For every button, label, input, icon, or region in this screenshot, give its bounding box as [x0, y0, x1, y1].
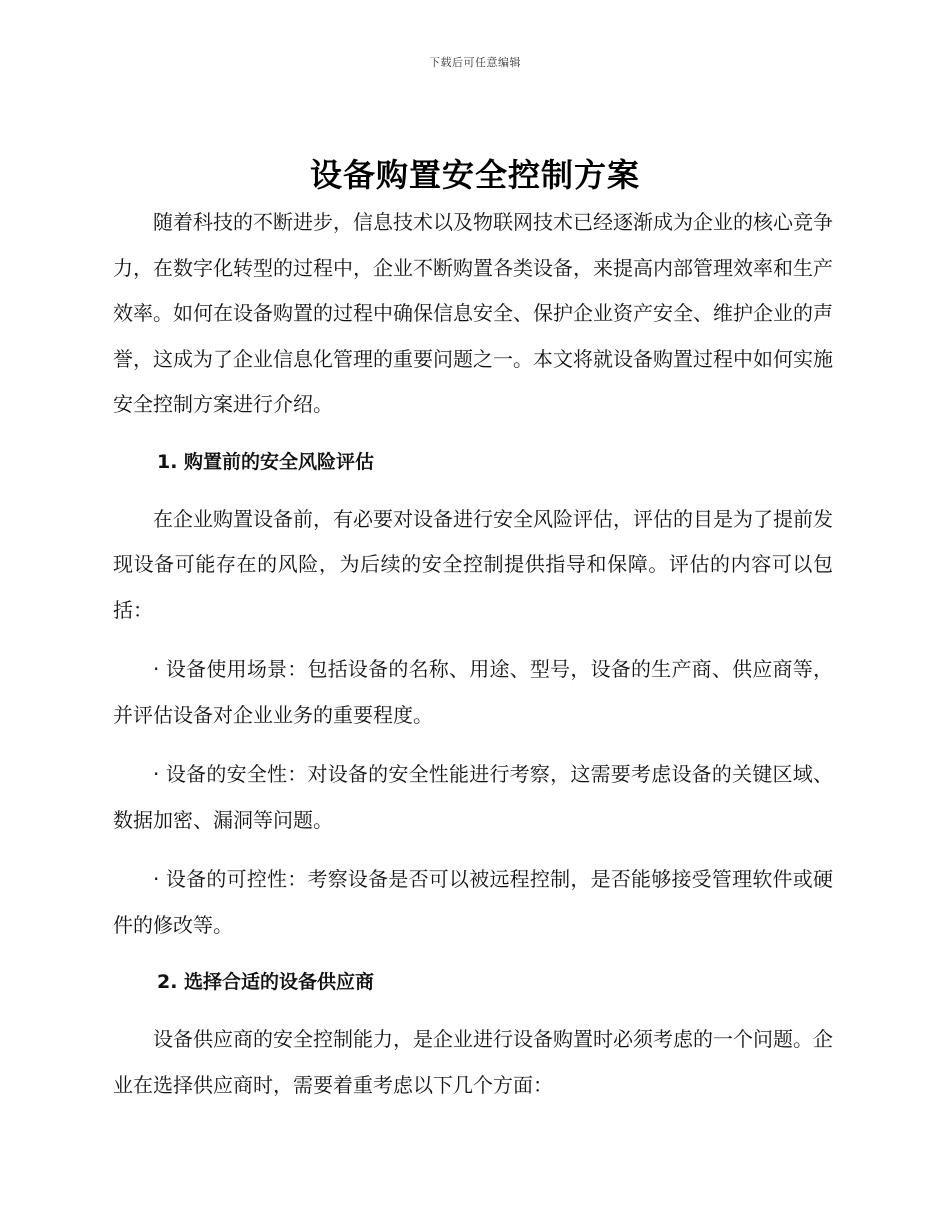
spacer — [113, 948, 833, 960]
section-1-heading: 1. 购置前的安全风险评估 — [157, 450, 375, 473]
spacer — [113, 1005, 833, 1017]
document-body — [113, 200, 833, 1108]
bullet-item-security: · 设备的安全性：对设备的安全性能进行考察，这需要考虑设备的关键区域、数据加密、漏洞等问题。 — [113, 762, 833, 832]
spacer — [113, 843, 833, 857]
spacer — [113, 633, 833, 647]
bullet-item-usage-scenario: · 设备使用场景：包括设备的名称、用途、型号，设备的生产商、供应商等，并评估设备对企业业务的重要程度。 — [113, 657, 833, 727]
spacer — [113, 738, 833, 752]
header-note: 下载后可任意编辑 — [429, 56, 521, 69]
intro-paragraph: 随着科技的不断进步，信息技术以及物联网技术已经逐渐成为企业的核心竞争力，在数字化转型的过程中，企业不断购置各类设备，来提高内部管理效率和生产效率。如何在设备购置的过程中确保信息安全、保护企业资产安全、维护企业的声誉，这成为了企业信息化管理的重要问题之一。本文将就设备购置过程中如何实施安全控制方案进行介绍。 — [113, 210, 833, 416]
document-title: 设备购置安全控制方案 — [309, 156, 640, 194]
section-2-paragraph: 设备供应商的安全控制能力，是企业进行设备购置时必须考虑的一个问题。企业在选择供应商时，需要着重考虑以下几个方面： — [113, 1027, 833, 1097]
spacer — [113, 428, 833, 440]
spacer — [113, 485, 833, 497]
section-2-heading: 2. 选择合适的设备供应商 — [157, 971, 375, 993]
section-1-paragraph: 在企业购置设备前，有必要对设备进行安全风险评估，评估的目是为了提前发现设备可能存在的风险，为后续的安全控制提供指导和保障。评估的内容可以包括： — [113, 506, 833, 622]
bullet-item-controllability: · 设备的可控性：考察设备是否可以被远程控制，是否能够接受管理软件或硬件的修改等。 — [113, 867, 833, 937]
